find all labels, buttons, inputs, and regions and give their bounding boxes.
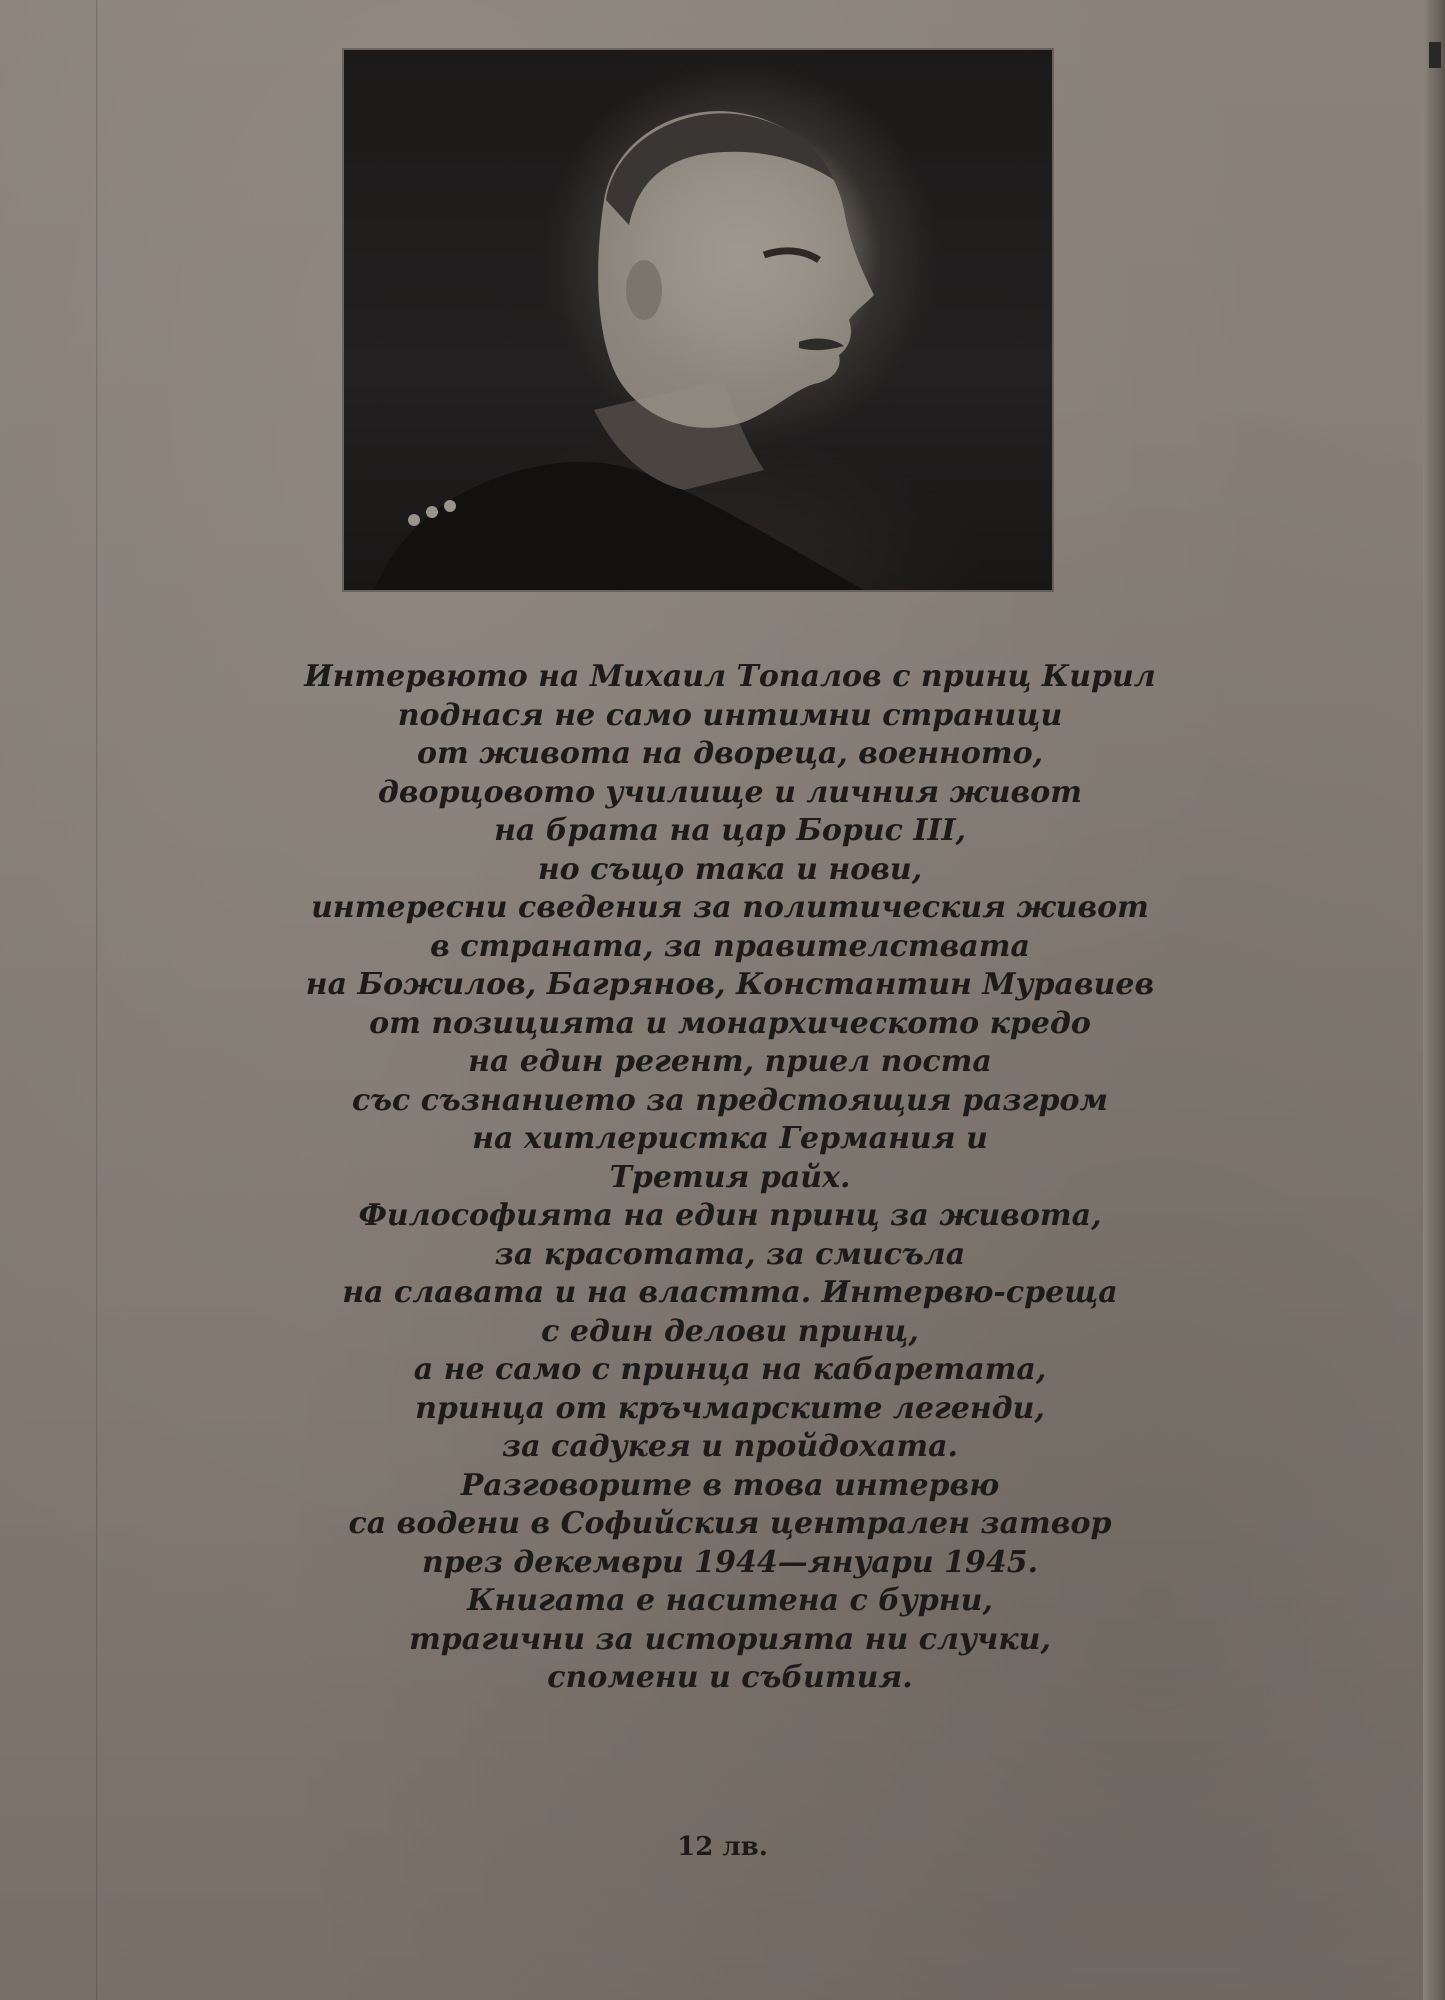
ear-shape (626, 260, 662, 320)
uniform-shape (374, 462, 864, 590)
blurb-line: Книгата е наситена с бурни, (467, 1583, 993, 1618)
blurb-line: Разговорите в това интервю (460, 1467, 1000, 1503)
blurb-line: с един делови принц, (541, 1313, 919, 1349)
blurb-line: а не само с принца на кабаретата, (413, 1352, 1047, 1387)
blurb-line: на брата на цар Борис III, (494, 813, 966, 848)
blurb-line: Интервюто на Михаил Топалов с принц Кирил (304, 659, 1156, 694)
collar-insignia (408, 514, 420, 526)
blurb-line: със съзнанието за предстоящия разгром (351, 1082, 1109, 1118)
blurb-line: Третия райх. (609, 1159, 851, 1195)
blurb-line: през декември 1944—януари 1945. (421, 1544, 1039, 1580)
edge-mark (1429, 42, 1441, 68)
blurb-line: на Божилов, Багрянов, Константин Муравиев (305, 967, 1155, 1002)
collar-insignia (444, 500, 456, 512)
blurb-line: са водени в Софийския централен затвор (348, 1506, 1112, 1541)
blurb-line: в страната, за правителствата (430, 928, 1030, 964)
blurb-line: от позицията и монархическото кредо (369, 1005, 1091, 1041)
portrait-silhouette (344, 50, 1052, 590)
book-blurb (200, 658, 1260, 1698)
page-edge (1423, 0, 1445, 2000)
spine-fold (96, 0, 99, 2000)
blurb-line: поднася не само интимни страници (397, 697, 1063, 733)
blurb-line: трагични за историята ни случки, (409, 1621, 1051, 1657)
blurb-line: спомени и събития. (547, 1660, 913, 1695)
blurb-line: от живота на двореца, военното, (416, 736, 1044, 771)
blurb-line: на славата и на властта. Интервю-среща (342, 1275, 1118, 1310)
blurb-line: интересни сведения за политическия живот (311, 890, 1149, 925)
collar-insignia (426, 506, 438, 518)
blurb-line: на един регент, приел поста (468, 1044, 992, 1079)
blurb-line: за красотата, за смисъла (494, 1236, 966, 1272)
blurb-line: принца от кръчмарските легенди, (415, 1390, 1045, 1426)
blurb-line: Философията на един принц за живота, (358, 1198, 1102, 1233)
blurb-line: дворцовото училище и личния живот (377, 774, 1082, 810)
price-label: 12 лв. (677, 1832, 768, 1862)
blurb-line: но също така и нови, (537, 851, 923, 887)
blurb-line: на хитлеристка Германия и (472, 1121, 988, 1156)
portrait-photo (344, 50, 1052, 590)
blurb-line: за садукея и пройдохата. (502, 1429, 958, 1464)
